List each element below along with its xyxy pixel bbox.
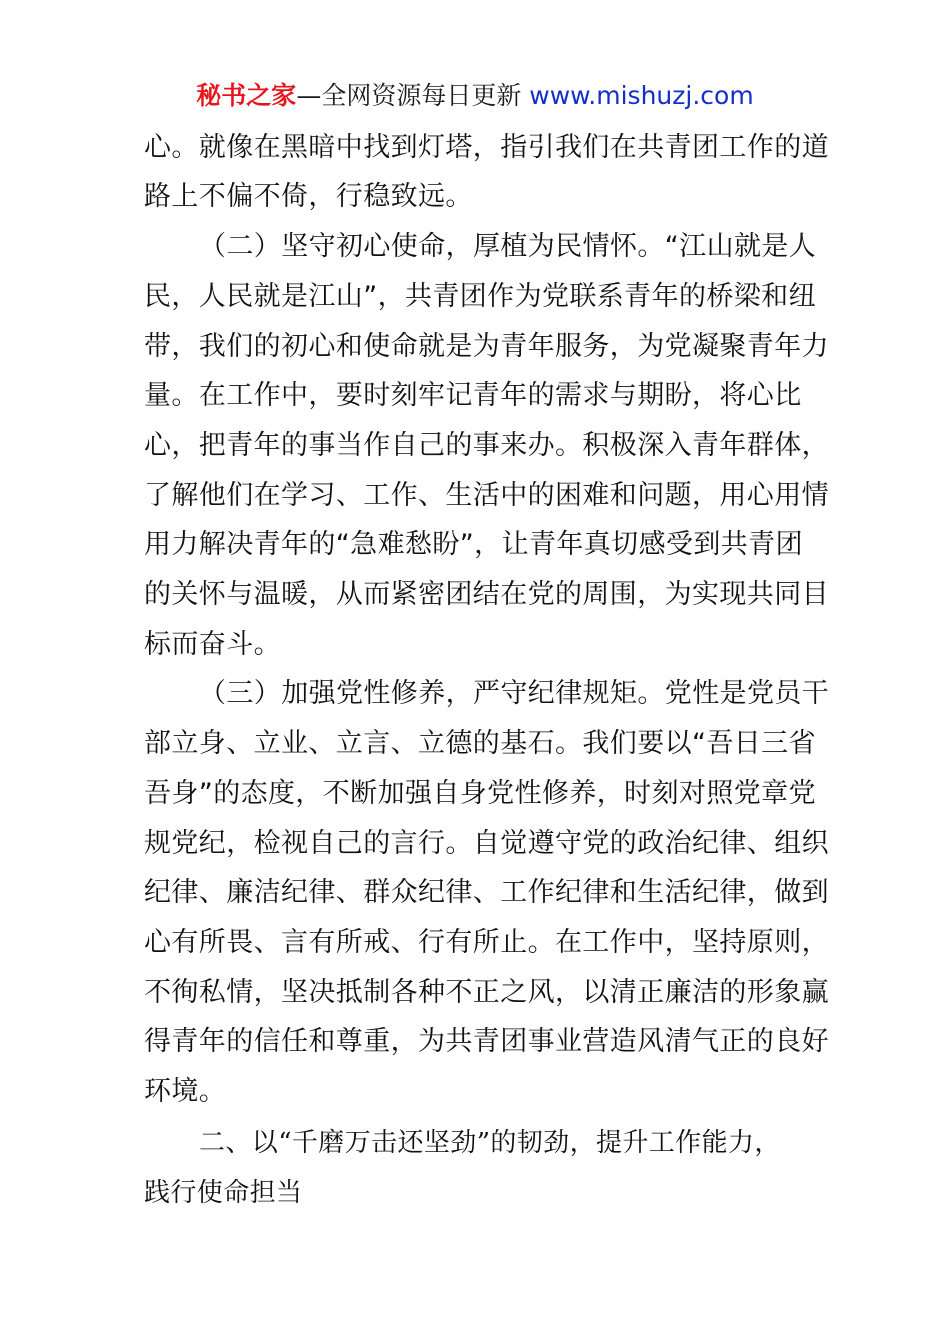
text-line: 的关怀与温暖，从而紧密团结在党的周围，为实现共同目 bbox=[144, 579, 829, 610]
text-line: 吾身”的态度，不断加强自身党性修养，时刻对照党章党 bbox=[144, 778, 816, 809]
brand-name: 秘书之家 bbox=[196, 81, 297, 110]
text-line: 心有所畏、言有所戒、行有所止。在工作中，坚持原则， bbox=[144, 927, 829, 958]
text-line: 标而奋斗。 bbox=[144, 629, 281, 660]
text-line: 不徇私情，坚决抵制各种不正之风，以清正廉洁的形象赢 bbox=[144, 977, 829, 1008]
text-line: 心。就像在黑暗中找到灯塔，指引我们在共青团工作的道 bbox=[144, 132, 829, 163]
text-line: 心，把青年的事当作自己的事来办。积极深入青年群体， bbox=[144, 430, 829, 461]
header-tagline: —全网资源每日更新 bbox=[296, 81, 530, 110]
site-header bbox=[0, 80, 950, 112]
chapter-heading-continued: 践行使命担当 bbox=[144, 1178, 303, 1208]
text-line: 规党纪，检视自己的言行。自觉遵守党的政治纪律、组织 bbox=[144, 828, 829, 859]
text-line: 量。在工作中，要时刻牢记青年的需求与期盼，将心比 bbox=[144, 380, 802, 411]
text-line: 环境。 bbox=[144, 1076, 227, 1107]
text-line: 民，人民就是江山”，共青团作为党联系青年的桥梁和纽 bbox=[144, 281, 816, 312]
text-line: 路上不偏不倚，行稳致远。 bbox=[144, 181, 473, 212]
section-heading-3: （三）加强党性修养，严守纪律规矩。党性是党员干 bbox=[199, 678, 830, 709]
text-line: 纪律、廉洁纪律、群众纪律、工作纪律和生活纪律，做到 bbox=[144, 877, 829, 908]
text-line: 带，我们的初心和使命就是为青年服务，为党凝聚青年力 bbox=[144, 331, 829, 362]
chapter-heading: 二、以“千磨万击还坚劲”的韧劲，提升工作能力， bbox=[199, 1128, 781, 1158]
site-url-link[interactable]: www.mishuzj.com bbox=[529, 81, 754, 110]
text-line: 用力解决青年的“急难愁盼”，让青年真切感受到共青团 bbox=[144, 529, 803, 560]
text-line: 部立身、立业、立言、立德的基石。我们要以“吾日三省 bbox=[144, 728, 816, 759]
text-line: 了解他们在学习、工作、生活中的困难和问题，用心用情 bbox=[144, 480, 829, 511]
section-heading-2: （二）坚守初心使命，厚植为民情怀。“江山就是人 bbox=[199, 231, 817, 262]
text-line: 得青年的信任和尊重，为共青团事业营造风清气正的良好 bbox=[144, 1026, 829, 1057]
